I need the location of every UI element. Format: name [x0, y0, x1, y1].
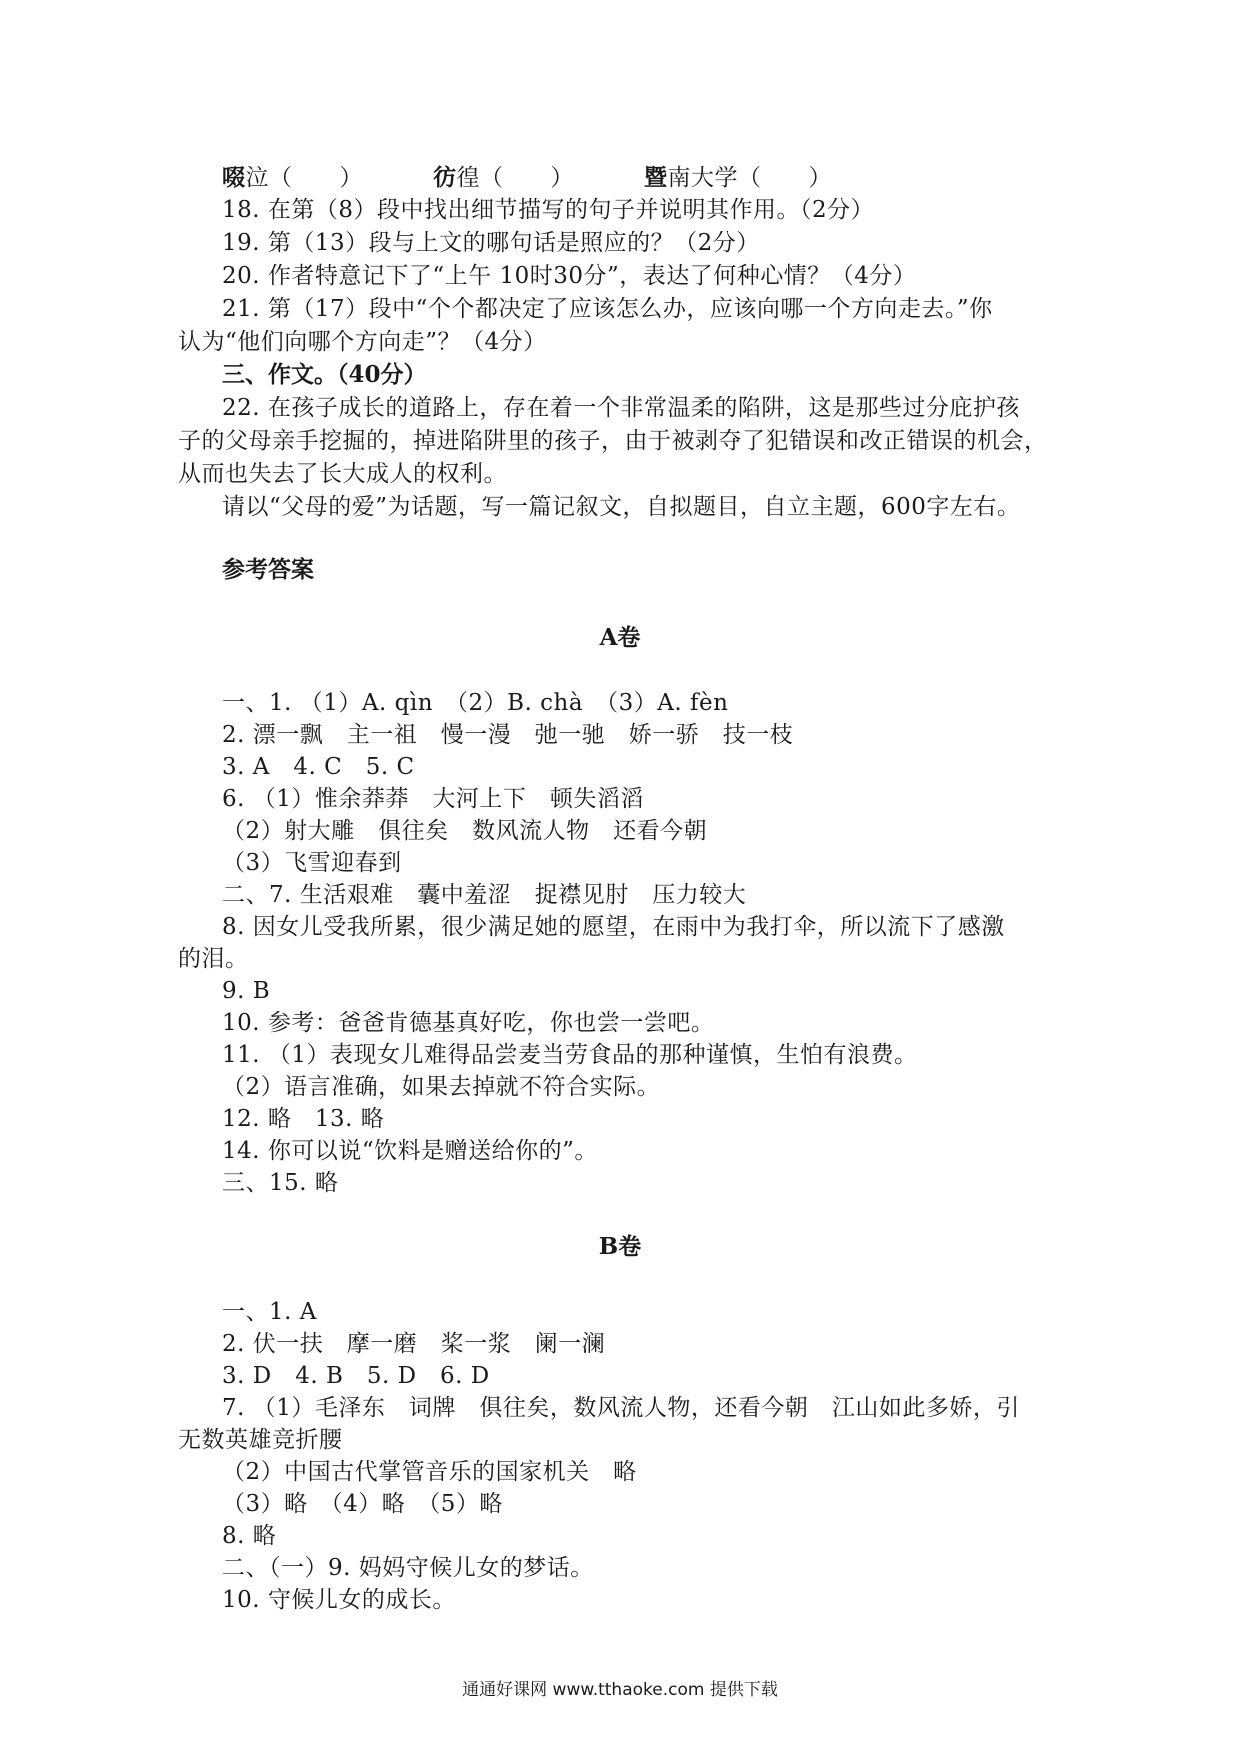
vocab-3-rest: 南大学（ ） — [667, 165, 832, 191]
a-answer-line: 二、7. 生活艰难 囊中羞涩 捉襟见肘 压力较大 — [222, 882, 747, 908]
question-18: 18. 在第（8）段中找出细节描写的句子并说明其作用。（2分） — [222, 197, 875, 223]
b-answer-line: 一、1. A — [222, 1299, 317, 1325]
vocab-item-1 — [222, 163, 363, 193]
b-answer-line: 3. D 4. B 5. D 6. D — [222, 1363, 490, 1389]
a-answer-line: 3. A 4. C 5. C — [222, 754, 415, 780]
vocab-2-bold-char: 彷 — [433, 164, 457, 191]
a-answer-line: 8. 因女儿受我所累，很少满足她的愿望，在雨中为我打伞，所以流下了感激 — [222, 914, 1005, 940]
essay-heading: 三、作文。（40分） — [222, 361, 427, 388]
a-answer-line: 2. 漂一飘 主一祖 慢一漫 弛一驰 娇一骄 技一枝 — [222, 722, 794, 748]
vocab-line — [222, 163, 832, 193]
vocab-3-bold-char: 暨 — [644, 164, 668, 191]
a-answer-line: 的泪。 — [178, 946, 249, 972]
section-b-title: B卷 — [598, 1233, 642, 1260]
section-a-title: A卷 — [599, 624, 641, 651]
essay-paragraph-1-line-1: 22. 在孩子成长的道路上，存在着一个非常温柔的陷阱，这是那些过分庇护孩 — [222, 395, 1020, 421]
vocab-1-rest: 泣（ ） — [245, 165, 363, 191]
b-answer-line: 2. 伏一扶 摩一磨 桨一浆 阑一澜 — [222, 1331, 606, 1357]
b-answer-line: 无数英雄竞折腰 — [178, 1427, 343, 1453]
b-answer-line: 10. 守候儿女的成长。 — [222, 1587, 456, 1613]
vocab-item-3 — [644, 163, 832, 193]
answers-heading: 参考答案 — [222, 556, 314, 583]
a-answer-line: 一、1. （1）A. qìn （2）B. chà （3）A. fèn — [222, 690, 729, 716]
b-answer-line: 二、（一）9. 妈妈守候儿女的梦话。 — [222, 1555, 594, 1581]
b-answer-line: （3）略 （4）略 （5）略 — [222, 1491, 503, 1517]
essay-paragraph-1-line-2: 子的父母亲手挖掘的，掉进陷阱里的孩子，由于被剥夺了犯错误和改正错误的机会， — [178, 428, 1048, 454]
question-19: 19. 第（13）段与上文的哪句话是照应的？（2分） — [222, 230, 760, 256]
b-answer-line: 8. 略 — [222, 1523, 277, 1549]
a-answer-line: 10. 参考：爸爸肯德基真好吃，你也尝一尝吧。 — [222, 1010, 715, 1036]
a-answer-line: 6. （1）惟余莽莽 大河上下 顿失滔滔 — [222, 786, 644, 812]
question-21-line-1: 21. 第（17）段中“个个都决定了应该怎么办，应该向哪一个方向走去。”你 — [222, 296, 993, 322]
vocab-1-bold-char: 啜 — [222, 164, 246, 191]
a-answer-line: （2）语言准确，如果去掉就不符合实际。 — [222, 1074, 661, 1100]
a-answer-line: 14. 你可以说“饮料是赠送给你的”。 — [222, 1138, 598, 1164]
a-answer-line: 三、15. 略 — [222, 1170, 339, 1196]
a-answer-line: 11. （1）表现女儿难得品尝麦当劳食品的那种谨慎，生怕有浪费。 — [222, 1042, 918, 1068]
vocab-2-rest: 徨（ ） — [456, 165, 574, 191]
b-answer-line: 7. （1）毛泽东 词牌 俱往矣，数风流人物，还看今朝 江山如此多娇，引 — [222, 1395, 1020, 1421]
b-answer-line: （2）中国古代掌管音乐的国家机关 略 — [222, 1459, 637, 1485]
essay-paragraph-2: 请以“父母的爱”为话题，写一篇记叙文，自拟题目，自立主题，600字左右。 — [222, 494, 1021, 520]
a-answer-line: （2）射大雕 俱往矣 数风流人物 还看今朝 — [222, 818, 708, 844]
a-answer-line: 12. 略 13. 略 — [222, 1106, 385, 1132]
question-20: 20. 作者特意记下了“上午 10时30分”，表达了何种心情？（4分） — [222, 263, 917, 289]
page-footer: 通通好课网 www.tthaoke.com 提供下载 — [462, 1680, 778, 1700]
a-answer-line: 9. B — [222, 978, 271, 1004]
question-21-line-2: 认为“他们向哪个方向走”？（4分） — [178, 329, 547, 355]
a-answer-line: （3）飞雪迎春到 — [222, 850, 402, 876]
essay-paragraph-1-line-3: 从而也失去了长大成人的权利。 — [178, 461, 507, 487]
vocab-item-2 — [433, 163, 574, 193]
